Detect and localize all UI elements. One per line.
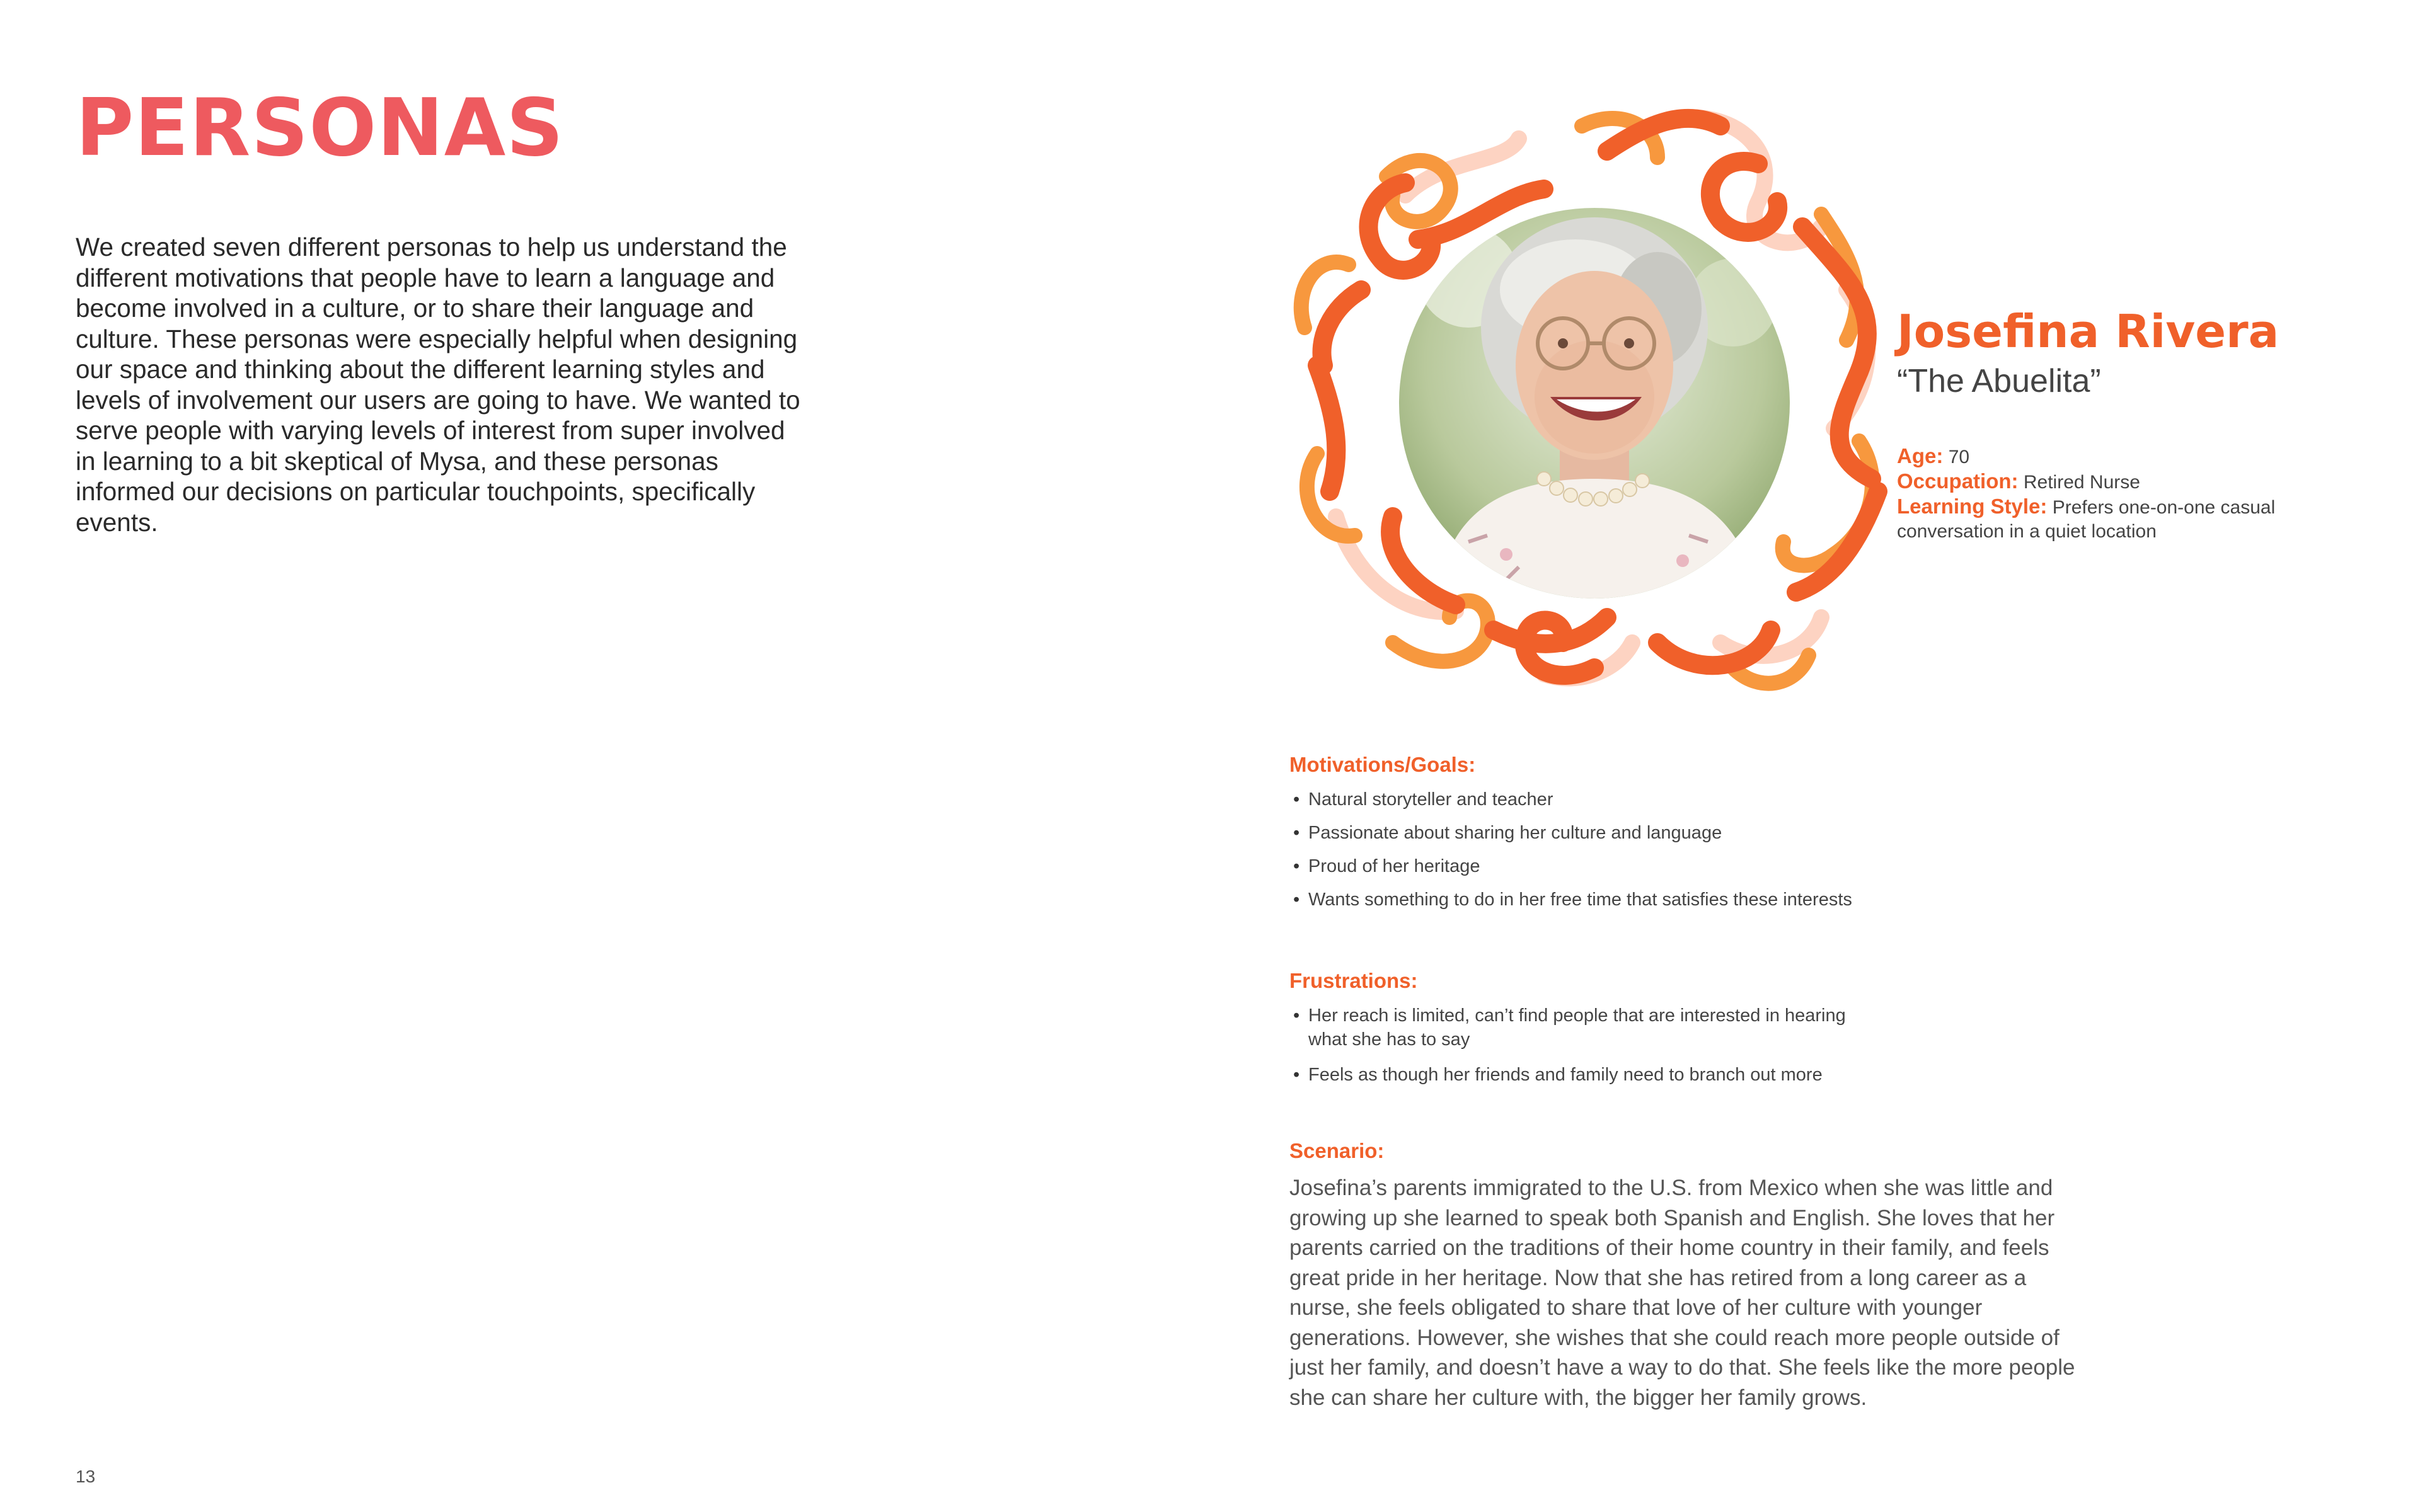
age-label: Age: — [1897, 444, 1944, 467]
list-item: • Passionate about sharing her culture and language — [1289, 821, 1857, 845]
persona-nickname: “The Abuelita” — [1897, 363, 2101, 399]
scenario-text: Josefina’s parents immigrated to the U.S. from Mexico when she was little and growing up she learned to speak both Spanish and English. She loves that her parents carried on the traditions of their home country in their family, and feels great pride in her heritage. Now that she has retired from a long career as a nurse, she feels obligated to share that love of her culture with younger generations. However, she wishes that she could reach more people outside of just her family, and doesn’t have a way to do that. She feels like the more people she can share her culture with, the bigger her family grows. — [1289, 1176, 2075, 1410]
list-item: • Feels as though her friends and family need to branch out more — [1289, 1063, 1857, 1087]
list-item: • Natural storyteller and teacher — [1289, 788, 1857, 811]
motivations-heading: Motivations/Goals: — [1289, 753, 1476, 776]
intro-paragraph: We created seven different personas to help us understand the different motivations that people have to learn a language and become involved in a culture, or to share their language and culture. These personas were especially helpful when designing our space and thinking about the different learning styles and levels of involvement our users are going to have. We wanted to serve people with varying levels of interest from super involved in learning to a bit skeptical of Mysa, and these personas informed our decisions on particular touchpoints, specifically events. — [76, 232, 800, 537]
list-item: • Wants something to do in her free time that satisfies these interests — [1289, 888, 1857, 912]
learning-style-value: Prefers one-on-one casual conversation in a quiet location — [1897, 497, 2276, 542]
persona-learning-style — [1897, 495, 2288, 544]
persona-occupation — [1897, 469, 2288, 495]
list-item: • Proud of her heritage — [1289, 854, 1857, 878]
persona-age — [1897, 444, 2288, 469]
age-value: 70 — [1948, 447, 1970, 467]
persona-portrait-frame — [1279, 101, 1897, 706]
list-item: • Her reach is limited, can’t find people that are interested in hearing what she has to say — [1289, 1004, 1857, 1051]
elderly-woman-portrait — [1393, 202, 1796, 605]
page-number: 13 — [76, 1467, 96, 1486]
occupation-value: Retired Nurse — [2023, 472, 2140, 493]
motivations-list — [1289, 788, 1857, 912]
page-title: PERSONAS — [76, 81, 565, 174]
occupation-label: Occupation: — [1897, 469, 2019, 493]
frustrations-heading: Frustrations: — [1289, 969, 1418, 992]
scenario-heading: Scenario: — [1289, 1139, 1385, 1162]
learning-style-label: Learning Style: — [1897, 495, 2048, 518]
persona-facts — [1897, 444, 2288, 544]
persona-name: Josefina Rivera — [1897, 305, 2279, 358]
frustrations-list — [1289, 1004, 1857, 1087]
